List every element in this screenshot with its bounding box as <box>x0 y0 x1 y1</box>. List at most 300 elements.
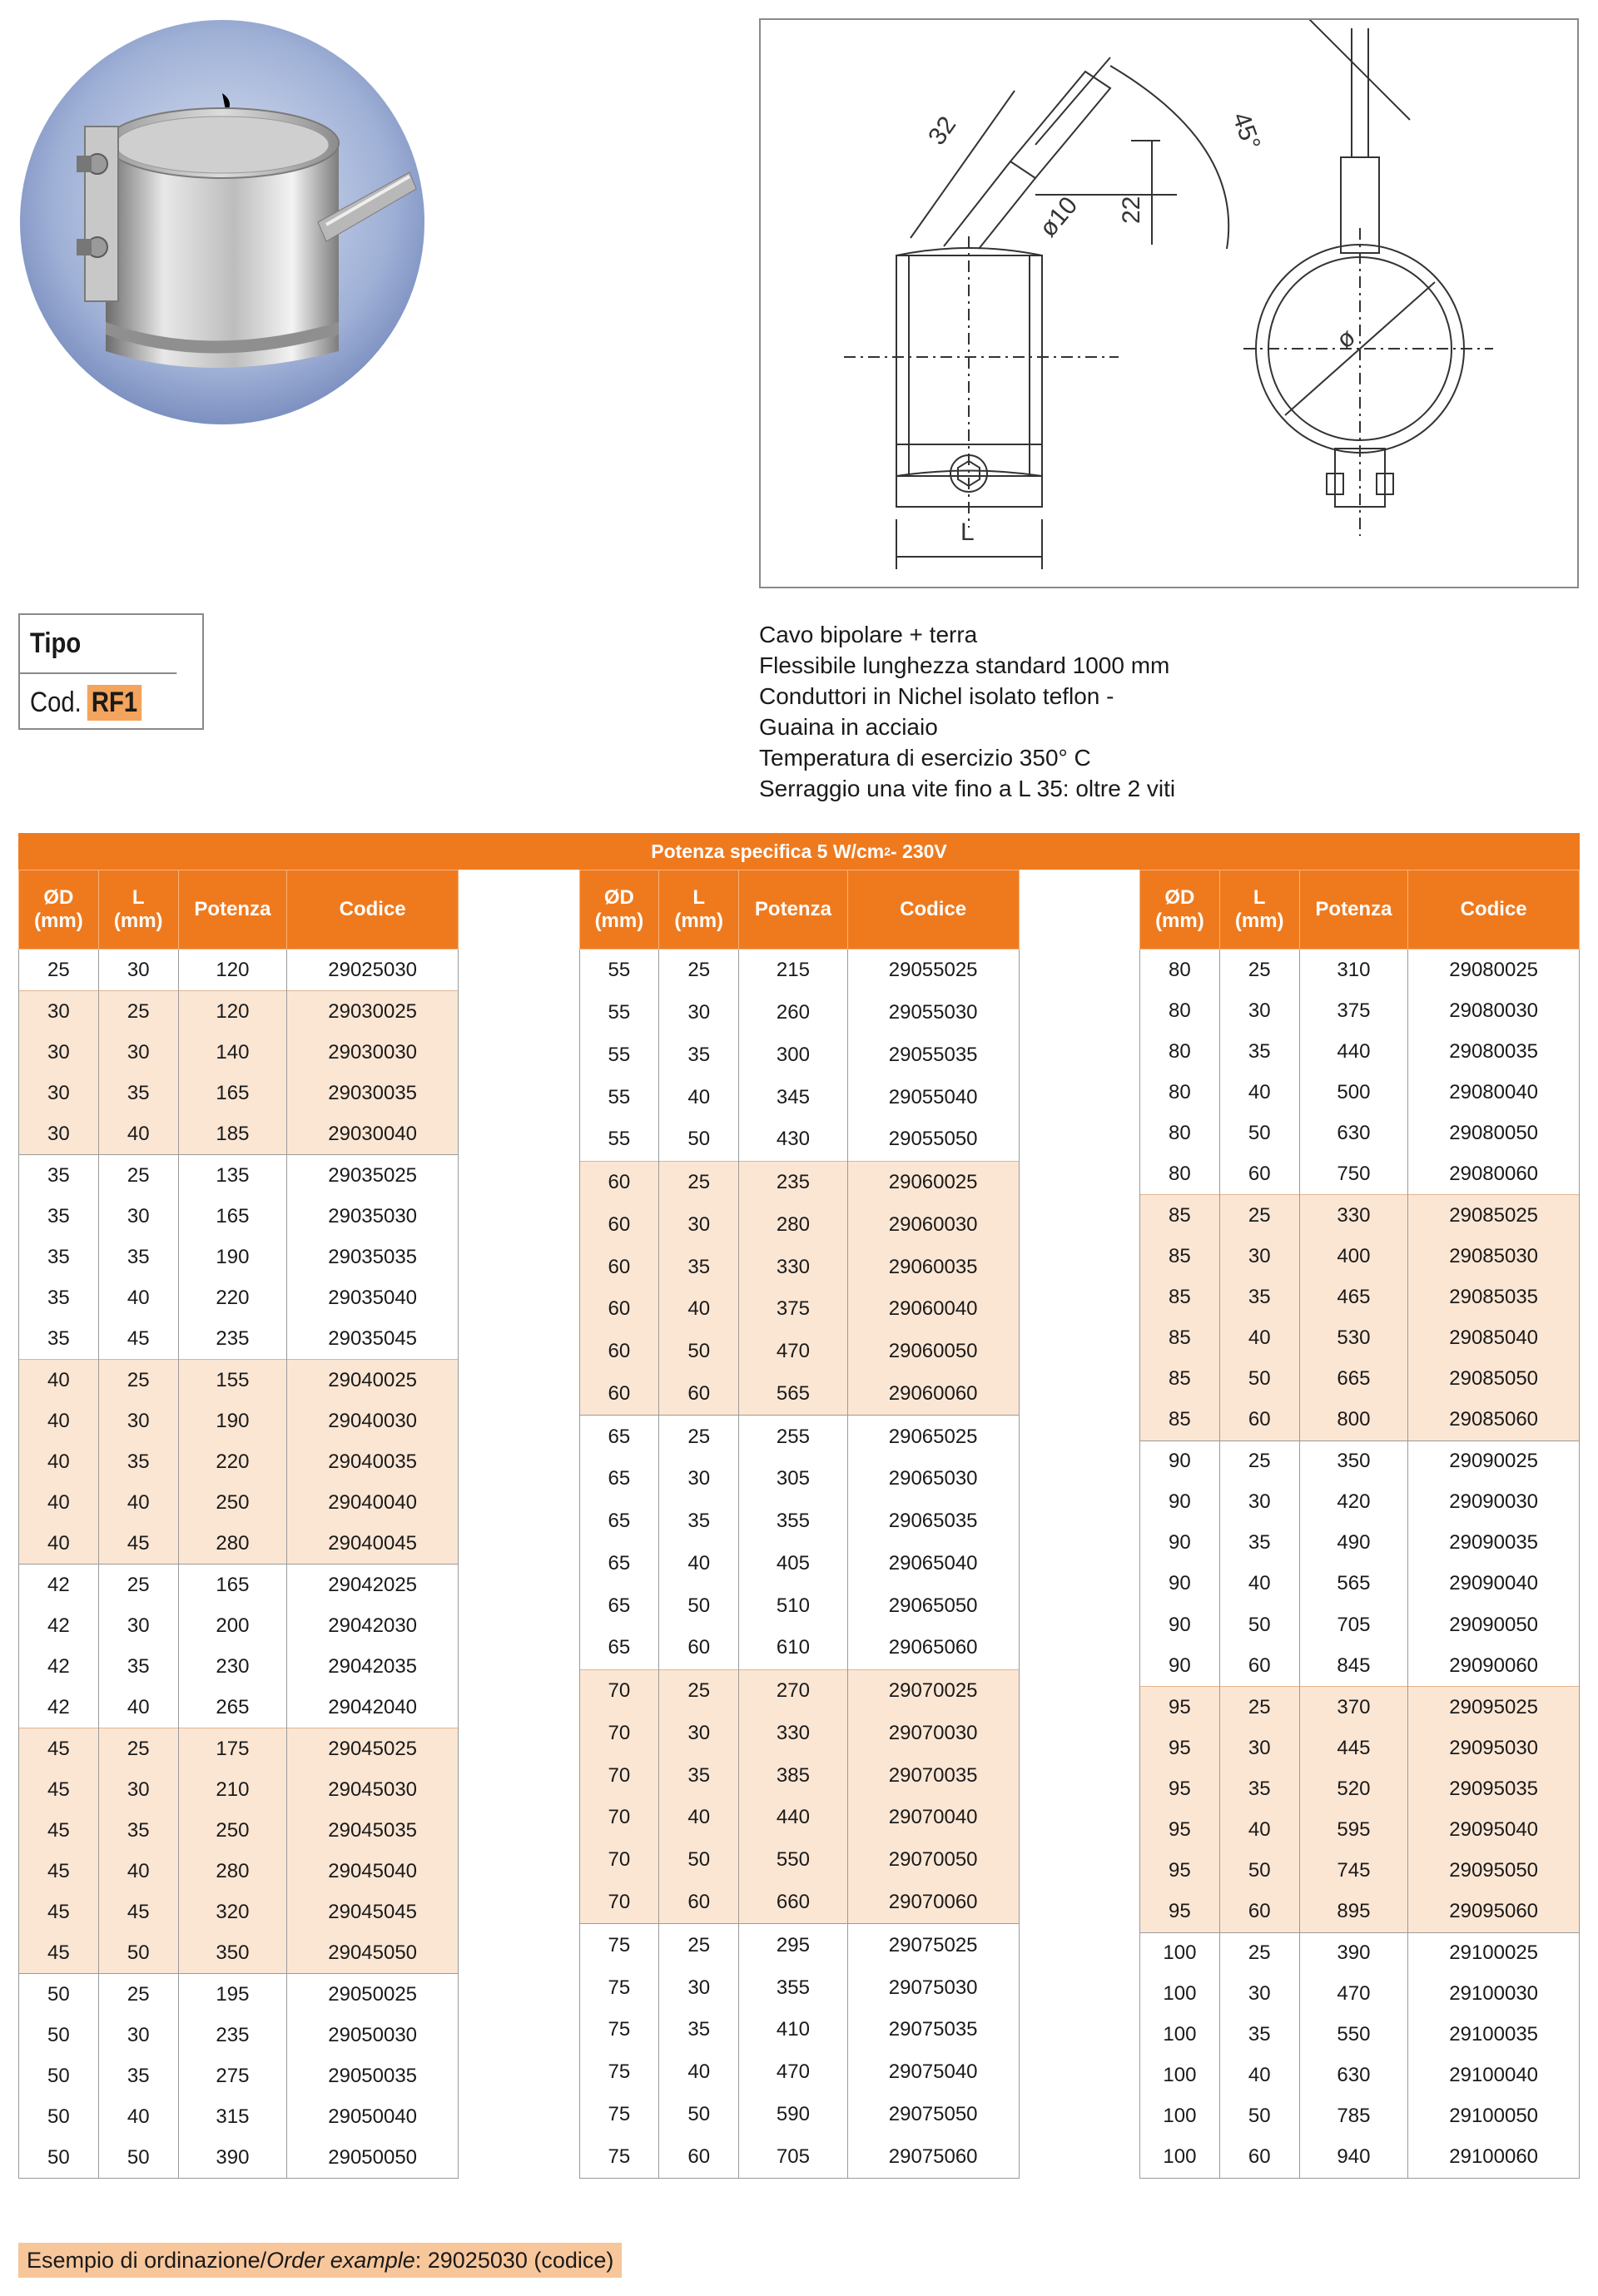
cell-power: 465 <box>1299 1277 1408 1318</box>
cell-diameter: 70 <box>579 1882 659 1924</box>
table-row <box>1140 1441 1580 1482</box>
cell-power: 520 <box>1299 1768 1408 1809</box>
table-row <box>19 1687 459 1728</box>
cell-power: 280 <box>178 1851 287 1892</box>
cell-diameter: 85 <box>1140 1195 1220 1237</box>
cell-code: 29060035 <box>847 1246 1019 1288</box>
table-row <box>1140 1482 1580 1523</box>
cell-length: 40 <box>659 1288 739 1331</box>
table-row <box>1140 1153 1580 1195</box>
cell-power: 785 <box>1299 2096 1408 2137</box>
cell-power: 270 <box>739 1669 848 1712</box>
cell-length: 50 <box>659 1584 739 1627</box>
header-power <box>178 870 287 950</box>
header-length <box>98 870 178 950</box>
table-row <box>19 1155 459 1197</box>
table-row <box>19 1113 459 1155</box>
table-row <box>579 1373 1019 1416</box>
cell-code: 29080025 <box>1408 950 1580 991</box>
cell-power: 370 <box>1299 1687 1408 1728</box>
cell-power: 375 <box>1299 990 1408 1031</box>
cell-length: 60 <box>659 1882 739 1924</box>
cell-power: 470 <box>739 2051 848 2094</box>
table-row <box>1140 1891 1580 1932</box>
cell-power: 530 <box>1299 1318 1408 1359</box>
table-title-tail: - 230V <box>890 840 947 862</box>
cell-power: 355 <box>739 1966 848 2009</box>
cell-diameter: 60 <box>579 1373 659 1416</box>
cell-diameter: 85 <box>1140 1318 1220 1359</box>
cell-diameter: 35 <box>19 1318 99 1360</box>
cell-length: 30 <box>98 1196 178 1237</box>
cell-length: 35 <box>98 1073 178 1113</box>
table-row <box>1140 1113 1580 1153</box>
cell-code: 29040045 <box>287 1523 459 1565</box>
table-row <box>1140 2015 1580 2055</box>
cell-code: 29095030 <box>1408 1728 1580 1768</box>
cell-length: 50 <box>659 1331 739 1373</box>
cell-diameter: 95 <box>1140 1809 1220 1850</box>
header-diameter-text: ØD <box>603 886 634 909</box>
cell-power: 705 <box>739 2135 848 2178</box>
cell-power: 550 <box>739 1839 848 1882</box>
table-header-row <box>579 870 1019 950</box>
cell-length: 35 <box>1219 1031 1299 1072</box>
product-photo <box>18 18 426 426</box>
table-row <box>19 1892 459 1932</box>
cell-code: 29045025 <box>287 1728 459 1770</box>
table-row <box>19 2015 459 2055</box>
cell-power: 375 <box>739 1288 848 1331</box>
description-line: Guaina in acciaio <box>759 714 938 740</box>
cell-power: 220 <box>178 1441 287 1482</box>
cell-power: 510 <box>739 1584 848 1627</box>
cell-length: 25 <box>98 1360 178 1401</box>
table-row <box>579 1713 1019 1755</box>
cell-length: 30 <box>659 1966 739 2009</box>
cell-diameter: 65 <box>579 1543 659 1585</box>
table-title <box>18 833 1580 870</box>
cell-diameter: 90 <box>1140 1482 1220 1523</box>
cell-diameter: 75 <box>579 2051 659 2094</box>
cell-power: 500 <box>1299 1072 1408 1113</box>
cell-power: 185 <box>178 1113 287 1155</box>
cell-power: 310 <box>1299 950 1408 991</box>
cell-code: 29040030 <box>287 1401 459 1441</box>
table-blocks <box>18 870 1580 2179</box>
dim-32-label: 32 <box>923 112 962 151</box>
header-code <box>847 870 1019 950</box>
cell-code: 29100040 <box>1408 2055 1580 2096</box>
cell-diameter: 42 <box>19 1605 99 1646</box>
code-row <box>20 674 176 731</box>
table-row <box>1140 1974 1580 2015</box>
cell-code: 29075025 <box>847 1924 1019 1966</box>
cell-code: 29065050 <box>847 1584 1019 1627</box>
cell-power: 440 <box>739 1797 848 1839</box>
cell-code: 29095040 <box>1408 1809 1580 1850</box>
cell-diameter: 55 <box>579 950 659 992</box>
cell-diameter: 65 <box>579 1500 659 1543</box>
cell-power: 565 <box>739 1373 848 1416</box>
cell-code: 29080040 <box>1408 1072 1580 1113</box>
cell-power: 490 <box>1299 1523 1408 1564</box>
cell-length: 30 <box>659 992 739 1034</box>
table-row <box>1140 2137 1580 2179</box>
cell-diameter: 45 <box>19 1851 99 1892</box>
cell-diameter: 45 <box>19 1810 99 1851</box>
cell-length: 25 <box>98 1728 178 1770</box>
header-diameter-text: ØD <box>1164 886 1195 909</box>
cell-diameter: 42 <box>19 1646 99 1687</box>
header-code <box>287 870 459 950</box>
cell-code: 29030030 <box>287 1032 459 1073</box>
cell-power: 845 <box>1299 1645 1408 1687</box>
cell-length: 50 <box>1219 1604 1299 1645</box>
cell-code: 29040040 <box>287 1482 459 1523</box>
header-power-text: Potenza <box>194 898 271 920</box>
cell-diameter: 95 <box>1140 1768 1220 1809</box>
description-line: Conduttori in Nichel isolato teflon - <box>759 683 1114 709</box>
table-row <box>19 1769 459 1810</box>
cell-code: 29070060 <box>847 1882 1019 1924</box>
table-row <box>1140 1768 1580 1809</box>
cell-code: 29055040 <box>847 1076 1019 1118</box>
cell-diameter: 80 <box>1140 990 1220 1031</box>
cell-code: 29085060 <box>1408 1400 1580 1441</box>
cell-diameter: 80 <box>1140 1153 1220 1195</box>
cell-length: 60 <box>1219 2137 1299 2179</box>
cell-power: 330 <box>739 1246 848 1288</box>
cell-code: 29075040 <box>847 2051 1019 2094</box>
cell-code: 29035035 <box>287 1237 459 1277</box>
cell-length: 30 <box>1219 1482 1299 1523</box>
cell-length: 50 <box>1219 1113 1299 1153</box>
cell-length: 30 <box>1219 1974 1299 2015</box>
cell-length: 50 <box>1219 1359 1299 1400</box>
table-title-sup: 2 <box>884 845 891 858</box>
cell-length: 60 <box>659 2135 739 2178</box>
product-code: RF1 <box>87 685 142 721</box>
cell-length: 60 <box>1219 1400 1299 1441</box>
cell-power: 260 <box>739 992 848 1034</box>
cell-length: 45 <box>98 1318 178 1360</box>
cell-power: 255 <box>739 1416 848 1458</box>
cell-diameter: 95 <box>1140 1728 1220 1768</box>
cell-power: 165 <box>178 1073 287 1113</box>
cell-power: 630 <box>1299 1113 1408 1153</box>
cell-power: 220 <box>178 1277 287 1318</box>
cell-length: 30 <box>98 950 178 991</box>
table-row <box>1140 1400 1580 1441</box>
table-row <box>19 1523 459 1565</box>
cell-length: 35 <box>659 1246 739 1288</box>
cell-diameter: 70 <box>579 1754 659 1797</box>
table-row <box>579 1246 1019 1288</box>
cell-diameter: 70 <box>579 1713 659 1755</box>
cell-code: 29055025 <box>847 950 1019 992</box>
cell-length: 30 <box>659 1713 739 1755</box>
cell-code: 29045050 <box>287 1932 459 1974</box>
table-row <box>19 1360 459 1401</box>
cell-code: 29065060 <box>847 1627 1019 1669</box>
cell-diameter: 100 <box>1140 1932 1220 1974</box>
cell-diameter: 75 <box>579 2009 659 2051</box>
table-row <box>19 1073 459 1113</box>
cell-diameter: 65 <box>579 1627 659 1669</box>
table-row <box>1140 1645 1580 1687</box>
cell-code: 29060050 <box>847 1331 1019 1373</box>
header-power <box>1299 870 1408 950</box>
table-header-row <box>1140 870 1580 950</box>
cell-power: 140 <box>178 1032 287 1073</box>
cell-code: 29080060 <box>1408 1153 1580 1195</box>
cell-length: 30 <box>98 1032 178 1073</box>
cell-diameter: 35 <box>19 1155 99 1197</box>
table-row <box>1140 2096 1580 2137</box>
cell-power: 250 <box>178 1810 287 1851</box>
cell-length: 40 <box>659 1076 739 1118</box>
cell-diameter: 80 <box>1140 1113 1220 1153</box>
cell-code: 29050025 <box>287 1974 459 2016</box>
description-line: Flessibile lunghezza standard 1000 mm <box>759 652 1170 678</box>
table-row <box>579 2009 1019 2051</box>
order-example-en: Order example <box>266 2247 415 2273</box>
cell-code: 29090025 <box>1408 1441 1580 1482</box>
cell-code: 29055035 <box>847 1034 1019 1077</box>
product-description <box>759 619 1508 804</box>
cell-code: 29095050 <box>1408 1850 1580 1891</box>
cell-length: 35 <box>98 1441 178 1482</box>
cell-diameter: 45 <box>19 1769 99 1810</box>
cell-power: 280 <box>739 1204 848 1247</box>
cell-length: 35 <box>1219 2015 1299 2055</box>
cell-code: 29065030 <box>847 1458 1019 1500</box>
cell-code: 29045035 <box>287 1810 459 1851</box>
code-label: Cod. <box>30 687 82 718</box>
cell-code: 29080050 <box>1408 1113 1580 1153</box>
header-diameter <box>19 870 99 950</box>
cell-diameter: 60 <box>579 1288 659 1331</box>
cell-power: 175 <box>178 1728 287 1770</box>
cell-length: 50 <box>659 1839 739 1882</box>
table-row <box>579 1669 1019 1712</box>
cell-length: 25 <box>98 1974 178 2016</box>
table-row <box>579 1331 1019 1373</box>
cell-code: 29035045 <box>287 1318 459 1360</box>
table-row <box>19 1932 459 1974</box>
cell-diameter: 100 <box>1140 2055 1220 2096</box>
description-line: Serraggio una vite fino a L 35: oltre 2 viti <box>759 776 1176 801</box>
table-row <box>19 1196 459 1237</box>
cell-power: 705 <box>1299 1604 1408 1645</box>
cell-length: 40 <box>659 1797 739 1839</box>
cell-length: 25 <box>659 1669 739 1712</box>
cell-diameter: 40 <box>19 1360 99 1401</box>
cell-diameter: 60 <box>579 1331 659 1373</box>
cell-power: 195 <box>178 1974 287 2016</box>
table-row <box>19 1032 459 1073</box>
cell-length: 25 <box>1219 1195 1299 1237</box>
cell-length: 30 <box>1219 990 1299 1031</box>
header-code <box>1408 870 1580 950</box>
table-row <box>579 1416 1019 1458</box>
cell-power: 470 <box>1299 1974 1408 2015</box>
cell-code: 29030025 <box>287 991 459 1033</box>
cell-power: 430 <box>739 1118 848 1161</box>
cell-code: 29085040 <box>1408 1318 1580 1359</box>
cell-power: 630 <box>1299 2055 1408 2096</box>
cell-diameter: 50 <box>19 2015 99 2055</box>
cell-power: 250 <box>178 1482 287 1523</box>
cell-diameter: 55 <box>579 1118 659 1161</box>
cell-diameter: 70 <box>579 1669 659 1712</box>
cell-code: 29075050 <box>847 2093 1019 2135</box>
header-length-text: (mm) <box>1234 910 1284 932</box>
header-diameter-text: (mm) <box>34 910 83 932</box>
cell-code: 29035040 <box>287 1277 459 1318</box>
cell-power: 350 <box>1299 1441 1408 1482</box>
table-row <box>1140 1318 1580 1359</box>
cell-code: 29065035 <box>847 1500 1019 1543</box>
cell-power: 135 <box>178 1155 287 1197</box>
table-row <box>579 1966 1019 2009</box>
cell-power: 610 <box>739 1627 848 1669</box>
cell-length: 35 <box>659 1754 739 1797</box>
table-row <box>1140 2055 1580 2096</box>
cell-diameter: 90 <box>1140 1564 1220 1604</box>
table-row <box>579 1882 1019 1924</box>
cell-length: 60 <box>1219 1891 1299 1932</box>
cell-code: 29042040 <box>287 1687 459 1728</box>
cell-power: 230 <box>178 1646 287 1687</box>
table-row <box>579 1627 1019 1669</box>
cell-code: 29090040 <box>1408 1564 1580 1604</box>
cell-code: 29042025 <box>287 1565 459 1606</box>
table-row <box>579 2093 1019 2135</box>
cell-power: 385 <box>739 1754 848 1797</box>
cell-code: 29050050 <box>287 2137 459 2179</box>
cell-length: 60 <box>1219 1645 1299 1687</box>
table-row <box>19 1565 459 1606</box>
cell-diameter: 35 <box>19 1237 99 1277</box>
table-row <box>19 991 459 1033</box>
table-row <box>1140 1932 1580 1974</box>
cell-diameter: 100 <box>1140 2015 1220 2055</box>
description-line: Temperatura di esercizio 350° C <box>759 745 1091 771</box>
cell-power: 390 <box>1299 1932 1408 1974</box>
header-length <box>1219 870 1299 950</box>
cell-length: 60 <box>659 1627 739 1669</box>
cell-code: 29045040 <box>287 1851 459 1892</box>
cell-length: 50 <box>1219 2096 1299 2137</box>
cell-code: 29090050 <box>1408 1604 1580 1645</box>
cell-diameter: 65 <box>579 1416 659 1458</box>
cell-code: 29045045 <box>287 1892 459 1932</box>
header-code-text: Codice <box>900 898 967 920</box>
cell-length: 25 <box>98 1565 178 1606</box>
cell-code: 29100025 <box>1408 1932 1580 1974</box>
cell-diameter: 55 <box>579 992 659 1034</box>
table-row <box>579 1839 1019 1882</box>
spec-table <box>18 833 1580 2179</box>
cell-diameter: 60 <box>579 1161 659 1203</box>
cell-length: 25 <box>98 991 178 1033</box>
cell-length: 40 <box>98 1277 178 1318</box>
cell-code: 29060030 <box>847 1204 1019 1247</box>
table-row <box>19 1974 459 2016</box>
table-row <box>19 2137 459 2179</box>
cell-length: 30 <box>1219 1236 1299 1277</box>
cell-code: 29095025 <box>1408 1687 1580 1728</box>
cell-diameter: 95 <box>1140 1850 1220 1891</box>
cell-power: 215 <box>739 950 848 992</box>
cell-diameter: 75 <box>579 1966 659 2009</box>
cell-length: 40 <box>1219 1809 1299 1850</box>
header-diameter-text: (mm) <box>1155 910 1204 932</box>
table-row <box>579 1584 1019 1627</box>
dim-d10-label: ø10 <box>1034 191 1084 243</box>
cell-power: 440 <box>1299 1031 1408 1072</box>
cell-code: 29100030 <box>1408 1974 1580 2015</box>
table-row <box>19 1851 459 1892</box>
table-row <box>579 1797 1019 1839</box>
cell-length: 30 <box>98 2015 178 2055</box>
table-row <box>1140 950 1580 991</box>
table-row <box>19 1401 459 1441</box>
cell-diameter: 42 <box>19 1565 99 1606</box>
table-row <box>19 1237 459 1277</box>
cell-length: 35 <box>98 1810 178 1851</box>
cell-diameter: 40 <box>19 1523 99 1565</box>
cell-length: 60 <box>659 1373 739 1416</box>
cell-length: 30 <box>98 1769 178 1810</box>
cell-length: 25 <box>659 1924 739 1966</box>
cell-length: 50 <box>98 2137 178 2179</box>
table-row <box>19 1605 459 1646</box>
header-power <box>739 870 848 950</box>
dim-45-label: 45° <box>1227 108 1266 154</box>
table-row <box>1140 1195 1580 1237</box>
header-code-text: Codice <box>1460 898 1527 920</box>
table-row <box>579 1924 1019 1966</box>
cell-length: 35 <box>659 2009 739 2051</box>
cell-code: 29080035 <box>1408 1031 1580 1072</box>
table-block-1 <box>18 870 459 2179</box>
table-block-2 <box>579 870 1020 2179</box>
table-row <box>579 1076 1019 1118</box>
cell-power: 190 <box>178 1401 287 1441</box>
cell-length: 30 <box>1219 1728 1299 1768</box>
cell-diameter: 50 <box>19 2055 99 2096</box>
cell-code: 29085030 <box>1408 1236 1580 1277</box>
cell-length: 30 <box>98 1605 178 1646</box>
cell-code: 29070050 <box>847 1839 1019 1882</box>
type-box <box>18 613 204 730</box>
cell-length: 50 <box>659 2093 739 2135</box>
cell-code: 29075035 <box>847 2009 1019 2051</box>
table-row <box>579 1288 1019 1331</box>
table-row <box>579 1754 1019 1797</box>
cell-code: 29060040 <box>847 1288 1019 1331</box>
cell-length: 30 <box>98 1401 178 1441</box>
cell-length: 35 <box>1219 1523 1299 1564</box>
cell-power: 330 <box>739 1713 848 1755</box>
cell-power: 300 <box>739 1034 848 1077</box>
cell-diameter: 30 <box>19 1113 99 1155</box>
table-row <box>19 2096 459 2137</box>
cell-power: 355 <box>739 1500 848 1543</box>
